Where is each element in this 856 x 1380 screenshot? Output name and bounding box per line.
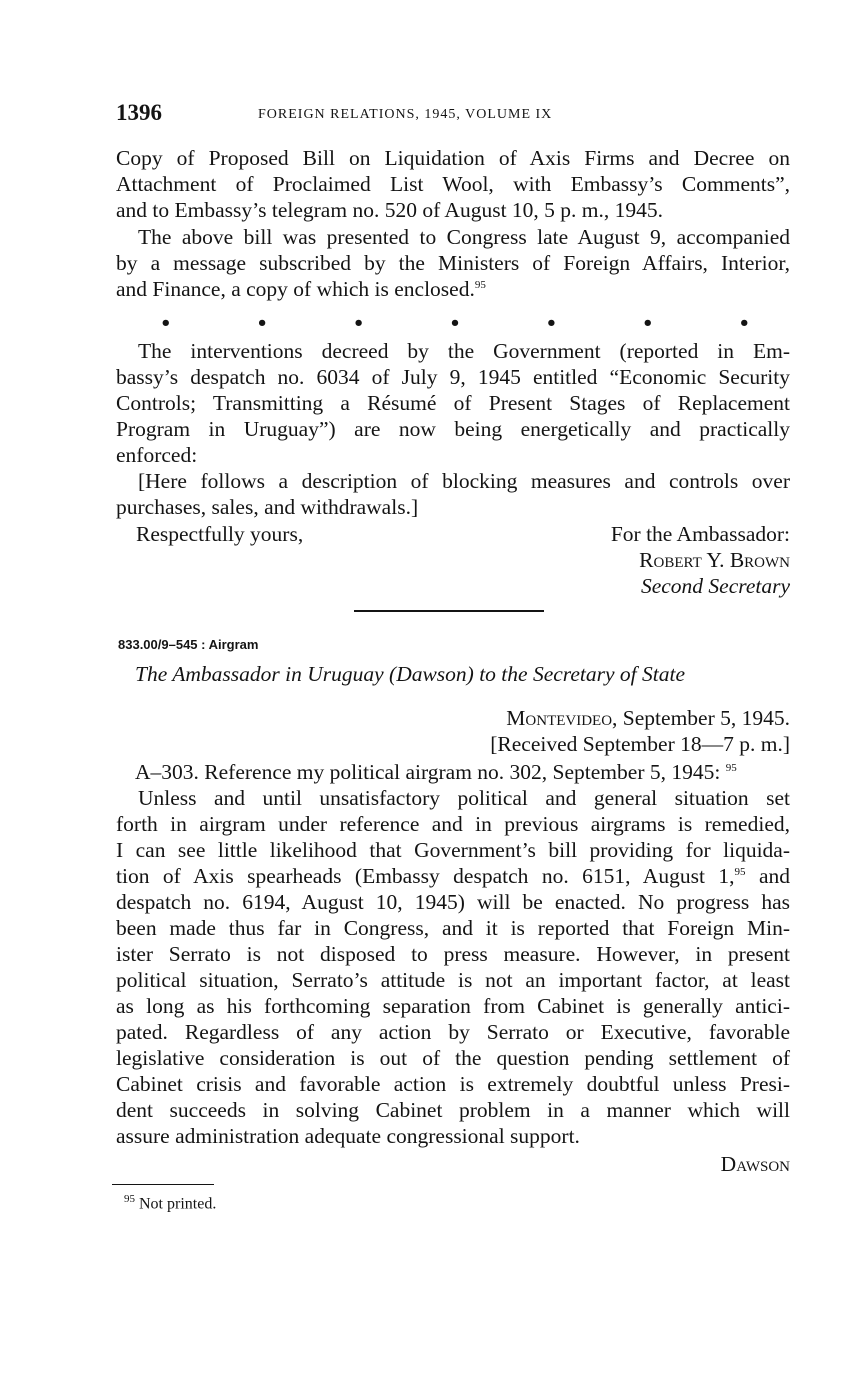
document-title: The Ambassador in Uruguay (Dawson) to the Secretary of State — [135, 662, 685, 686]
text-line: as long as his forthcoming separation from Cabinet is generally antici- — [116, 994, 790, 1018]
text-line: Program in Uruguay”) are now being energetically and practically — [116, 417, 790, 441]
text-line: purchases, sales, and withdrawals.] — [116, 495, 419, 519]
footnote-ref: 95 — [474, 278, 486, 291]
text-line: Copy of Proposed Bill on Liquidation of Axis Firms and Decree on — [116, 146, 790, 170]
text-line: pated. Regardless of any action by Serrato or Executive, favorable — [116, 1020, 790, 1044]
footnote-text: Not printed. — [135, 1195, 217, 1213]
text-line: been made thus far in Congress, and it is reported that Foreign Min- — [116, 916, 790, 940]
signature: Dawson — [720, 1152, 790, 1176]
footnote-ref: 95 — [734, 865, 746, 878]
text-line: by a message subscribed by the Ministers of Foreign Affairs, Interior, — [116, 251, 790, 275]
text-line: bassy’s despatch no. 6034 of July 9, 1945 entitled “Economic Security — [116, 365, 790, 389]
for-ambassador: For the Ambassador: — [610, 522, 790, 546]
section-divider — [354, 610, 544, 612]
text-line: tion of Axis spearheads (Embassy despatch no. 6151, August 1,95 and — [116, 864, 790, 888]
place-name: Montevideo — [506, 706, 613, 730]
text-line: despatch no. 6194, August 10, 1945) will be enacted. No progress has — [116, 890, 790, 914]
text-line: Cabinet crisis and favorable action is extremely doubtful unless Presi- — [116, 1072, 790, 1096]
reference-line: A–303. Reference my political airgram no. 302, September 5, 1945: $^{95}$ — [135, 760, 737, 784]
text-line: forth in airgram under reference and in previous airgrams is remedied, — [116, 812, 790, 836]
text-line: Attachment of Proclaimed List Wool, with Embassy’s Comments”, — [116, 172, 790, 196]
text-line: [Here follows a description of blocking measures and controls over — [138, 469, 790, 493]
page-number: 1396 — [116, 100, 162, 125]
text-line: political situation, Serrato’s attitude is not an important factor, at least — [116, 968, 790, 992]
signer-name: Robert Y. Brown — [639, 548, 790, 572]
text-line: assure administration adequate congressional support. — [116, 1124, 580, 1148]
running-title: FOREIGN RELATIONS, 1945, VOLUME IX — [258, 107, 553, 122]
text-line: and Finance, a copy of which is enclosed.$^{95}$ — [116, 277, 486, 301]
dateline — [506, 706, 790, 731]
footnote-ref: 95 — [725, 761, 737, 774]
text-line: Unless and until unsatisfactory political and general situation set — [138, 786, 790, 810]
text-line: I can see little likelihood that Government’s bill providing for liquida- — [116, 838, 790, 862]
ellipsis-dots: • • • • • • • — [160, 313, 750, 334]
text-line: legislative consideration is out of the question pending settlement of — [116, 1046, 790, 1070]
footnote-number: 95 — [124, 1193, 135, 1205]
received-line: [Received September 18—7 p. m.] — [490, 732, 790, 756]
page-header — [116, 100, 676, 130]
file-reference: 833.00/9–545 : Airgram — [118, 637, 259, 652]
signer-title: Second Secretary — [640, 574, 790, 598]
text-line: dent succeeds in solving Cabinet problem in a manner which will — [116, 1098, 790, 1122]
text-line: The above bill was presented to Congress late August 9, accompanied — [138, 225, 790, 249]
text-line: and to Embassy’s telegram no. 520 of August 10, 5 p. m., 1945. — [116, 198, 664, 222]
footnote-rule — [112, 1184, 214, 1185]
footnote — [124, 1193, 216, 1213]
text-line: ister Serrato is not disposed to press measure. However, in present — [116, 942, 790, 966]
text-line: enforced: — [116, 443, 198, 467]
date: , September 5, 1945. — [612, 706, 790, 730]
closing: Respectfully yours, — [136, 522, 304, 546]
text-line: Controls; Transmitting a Résumé of Present Stages of Replacement — [116, 391, 790, 415]
text-line: The interventions decreed by the Government (reported in Em- — [138, 339, 790, 363]
